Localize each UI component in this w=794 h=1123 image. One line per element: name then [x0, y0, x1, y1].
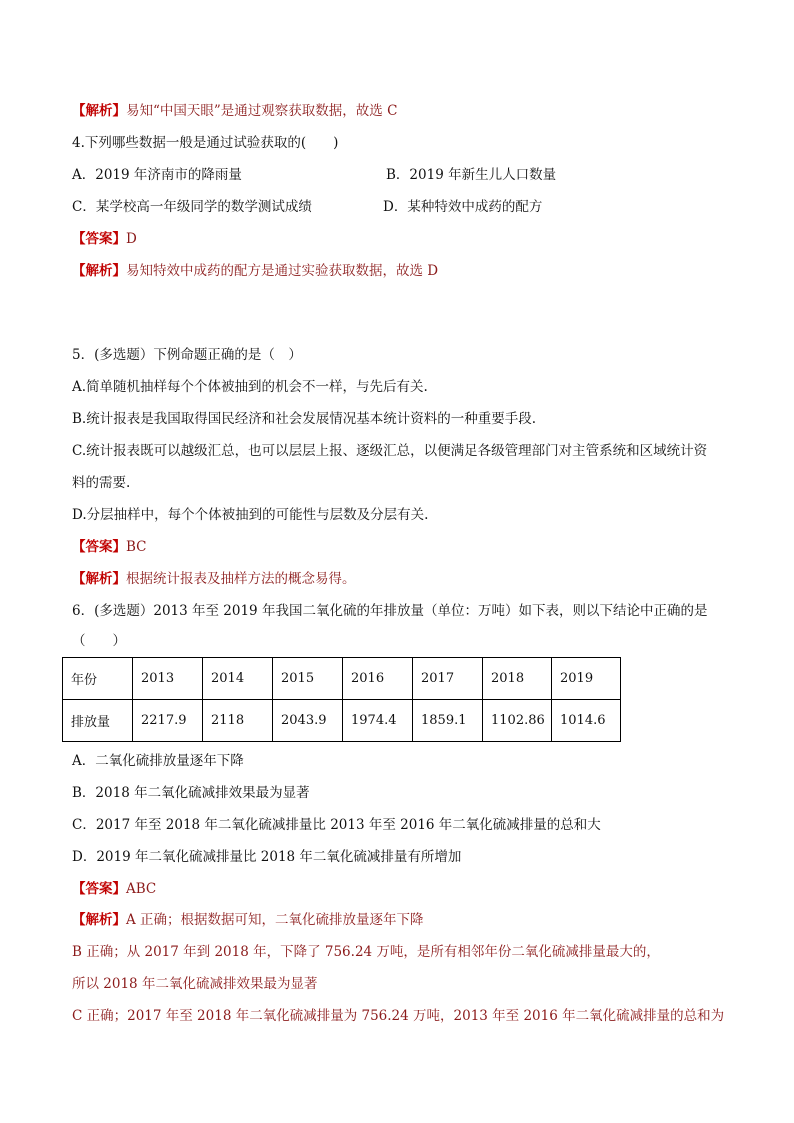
- table-cell: 2018: [483, 658, 552, 700]
- q4-option-b: B．2019 年新生儿人口数量: [386, 167, 557, 183]
- q5-option-b: B.统计报表是我国取得国民经济和社会发展情况基本统计资料的一种重要手段.: [72, 411, 537, 427]
- q5-option-a: A.简单随机抽样每个个体被抽到的机会不一样，与先后有关.: [72, 379, 428, 395]
- table-cell: 1859.1: [413, 700, 483, 742]
- answer-text: D: [126, 231, 137, 247]
- table-cell: 1014.6: [552, 700, 621, 742]
- q4-option-c: C．某学校高一年级同学的数学测试成绩: [72, 199, 312, 215]
- q6-option-c: C．2017 年至 2018 年二氧化硫减排量比 2013 年至 2016 年二氧化硫减排量的总和大: [72, 817, 601, 833]
- table-row-emission: [63, 700, 621, 742]
- emission-table: [62, 657, 621, 742]
- q6-analysis-line-b-continued: 所以 2018 年二氧化硫减排效果最为显著: [72, 976, 318, 992]
- q5-option-c-continued: 料的需要.: [72, 475, 131, 491]
- q6-analysis-line-c: C 正确；2017 年至 2018 年二氧化硫减排量为 756.24 万吨，2013 年至 2016 年二氧化硫减排量的总和为: [72, 1008, 725, 1024]
- q5-stem: 5．(多选题）下例命题正确的是（ ）: [72, 347, 302, 363]
- analysis-label: 【解析】: [72, 263, 126, 279]
- table-cell: 排放量: [63, 700, 133, 742]
- table-cell: 2016: [343, 658, 413, 700]
- q4-option-d: D．某种特效中成药的配方: [383, 199, 543, 215]
- analysis-text: 易知特效中成药的配方是通过实验获取数据，故选 D: [126, 263, 439, 279]
- answer-label: 【答案】: [72, 539, 126, 555]
- table-cell: 2017: [413, 658, 483, 700]
- q6-option-b: B．2018 年二氧化硫减排效果最为显著: [72, 785, 310, 801]
- q6-answer: [72, 880, 156, 898]
- q6-stem-blank: （ ）: [72, 633, 126, 649]
- table-cell: 1974.4: [343, 700, 413, 742]
- analysis-text: A 正确；根据数据可知，二氧化硫排放量逐年下降: [126, 912, 424, 928]
- q5-option-d: D.分层抽样中，每个个体被抽到的可能性与层数及分层有关.: [72, 507, 429, 523]
- q6-option-a: A．二氧化硫排放量逐年下降: [72, 753, 244, 769]
- q6-stem: 6．(多选题）2013 年至 2019 年我国二氧化硫的年排放量（单位：万吨）如下表，则以下结论中正确的是: [72, 603, 708, 619]
- analysis-label: 【解析】: [72, 912, 126, 928]
- analysis-text: 根据统计报表及抽样方法的概念易得。: [126, 571, 356, 587]
- q3-analysis: [72, 102, 397, 120]
- analysis-text: 易知“中国天眼”是通过观察获取数据，故选 C: [126, 103, 398, 119]
- q6-analysis-line-b: B 正确；从 2017 年到 2018 年，下降了 756.24 万吨，是所有相邻年份二氧化硫减排量最大的，: [72, 944, 660, 960]
- table-cell: 2014: [203, 658, 273, 700]
- q6-option-d: D．2019 年二氧化硫减排量比 2018 年二氧化硫减排量有所增加: [72, 849, 462, 865]
- table-cell: 2118: [203, 700, 273, 742]
- table-cell: 2015: [273, 658, 343, 700]
- table-cell: 2217.9: [133, 700, 203, 742]
- table-cell: 2019: [552, 658, 621, 700]
- q4-option-a: A．2019 年济南市的降雨量: [72, 167, 242, 183]
- table-cell: 年份: [63, 658, 133, 700]
- q5-option-c: C.统计报表既可以越级汇总，也可以层层上报、逐级汇总，以便满足各级管理部门对主管系统和区域统计资: [72, 443, 708, 459]
- q6-analysis: [72, 911, 424, 929]
- table-cell: 1102.86: [483, 700, 552, 742]
- q4-stem: 4.下列哪些数据一般是通过试验获取的( ): [72, 135, 339, 151]
- table-cell: 2013: [133, 658, 203, 700]
- q5-analysis: [72, 570, 356, 588]
- q5-answer: [72, 538, 147, 556]
- answer-text: ABC: [126, 881, 157, 897]
- table-row-year: [63, 658, 621, 700]
- answer-label: 【答案】: [72, 231, 126, 247]
- answer-label: 【答案】: [72, 881, 126, 897]
- table-cell: 2043.9: [273, 700, 343, 742]
- answer-text: BC: [126, 539, 147, 555]
- q4-analysis: [72, 262, 438, 280]
- analysis-label: 【解析】: [72, 571, 126, 587]
- q4-answer: [72, 230, 137, 248]
- analysis-label: 【解析】: [72, 103, 126, 119]
